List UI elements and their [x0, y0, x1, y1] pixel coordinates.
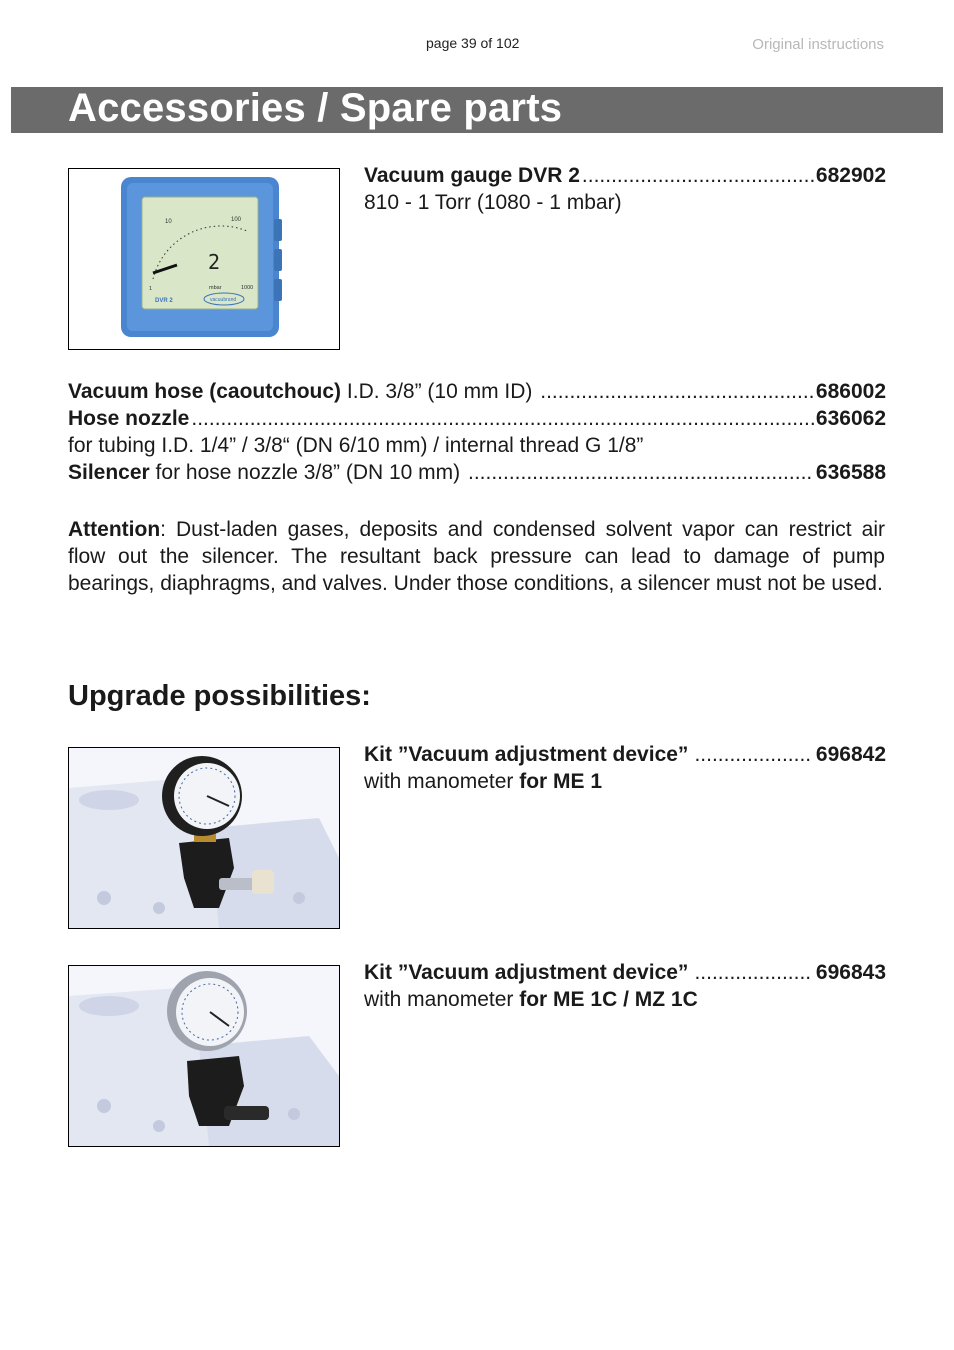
kit-code: 696843: [815, 961, 886, 984]
leader-dots: [191, 407, 814, 431]
kit-target: for ME 1C / MZ 1C: [519, 988, 698, 1011]
kit-me1c-image: [68, 965, 340, 1147]
gauge-tick-label-left: 10: [165, 219, 172, 225]
part-note: for tubing I.D. 1/4” / 3/8“ (DN 6/10 mm) / internal thread G 1/8”: [68, 434, 644, 457]
gauge-spec: 810 - 1 Torr (1080 - 1 mbar): [364, 191, 622, 214]
gauge-name: Vacuum gauge DVR 2: [364, 164, 580, 187]
part-desc: I.D. 3/8” (10 mm ID): [341, 380, 539, 403]
leader-dots: [694, 961, 809, 985]
kit-name: Kit ”Vacuum adjustment device”: [364, 961, 689, 984]
part-row-nozzle: [68, 407, 886, 431]
kit-me1c-illustration: [69, 966, 339, 1146]
vacuum-gauge-image: [68, 168, 340, 350]
document-label: Original instructions: [752, 36, 884, 53]
page-title: Accessories / Spare parts: [68, 86, 563, 130]
gauge-brand-label: vacuubrand: [210, 297, 237, 303]
gauge-high-label: 1000: [241, 285, 254, 291]
kit-target: for ME 1: [519, 770, 603, 793]
kit-description: [364, 988, 698, 1012]
attention-label: Attention: [68, 518, 161, 541]
part-row-hose: [68, 380, 886, 404]
leader-dots: [582, 164, 814, 188]
part-row-silencer: [68, 461, 886, 485]
part-name: Vacuum hose (caoutchouc): [68, 380, 342, 403]
kit-code: 696842: [815, 743, 886, 766]
leader-dots: [694, 743, 809, 767]
kit-me1-image: [68, 747, 340, 929]
gauge-reading: 2: [208, 250, 221, 274]
kit-me1-illustration: [69, 748, 339, 928]
part-name: Silencer: [68, 461, 150, 484]
gauge-code: 682902: [815, 164, 886, 187]
part-name: Hose nozzle: [68, 407, 190, 430]
gauge-unit: mbar: [209, 285, 222, 291]
part-code: 686002: [815, 380, 886, 403]
gauge-low-label: 1: [149, 286, 153, 292]
kit-with: with manometer: [364, 988, 520, 1011]
upgrade-heading: Upgrade possibilities:: [68, 680, 371, 712]
attention-text: : Dust-laden gases, deposits and condensed solvent vapor can restrict air flow out the silencer. The resultant back pressure can lead to damage of pump bearings, diaphragms, and valves. Under those conditions, a silencer must not be used.: [68, 518, 885, 595]
kit-row-696842: [364, 743, 886, 767]
part-code: 636062: [815, 407, 886, 430]
gauge-tick-label-right: 100: [231, 217, 242, 223]
leader-dots: [468, 461, 814, 485]
attention-paragraph: [68, 516, 885, 597]
vacuum-gauge-illustration: [69, 169, 339, 349]
kit-description: [364, 770, 602, 794]
page-number: page 39 of 102: [426, 35, 520, 51]
leader-dots: [540, 380, 814, 404]
kit-with: with manometer: [364, 770, 520, 793]
gauge-model-label: DVR 2: [155, 298, 173, 304]
part-desc: for hose nozzle 3/8” (DN 10 mm): [149, 461, 466, 484]
kit-name: Kit ”Vacuum adjustment device”: [364, 743, 689, 766]
part-code: 636588: [815, 461, 886, 484]
gauge-title-row: [364, 164, 886, 188]
title-bar: [11, 87, 943, 133]
kit-row-696843: [364, 961, 886, 985]
